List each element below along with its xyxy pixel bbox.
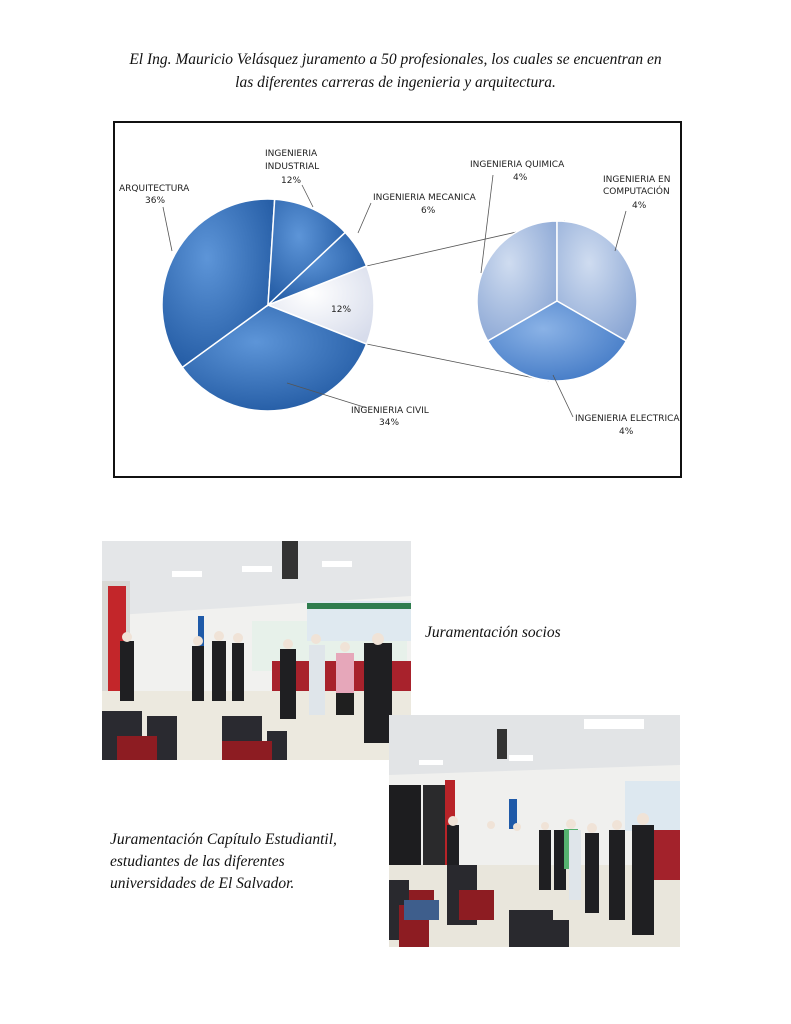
photo-1-image [102, 541, 411, 760]
label-industrial-1: INGENIERIA [265, 149, 318, 159]
label-mecanica: INGENIERIA MECANICA [373, 193, 476, 203]
label-computacion-2: COMPUTACIÓN [603, 187, 670, 197]
label-computacion-pct: 4% [632, 201, 647, 211]
leader-arquitectura [163, 207, 172, 251]
label-civil-pct: 34% [379, 418, 400, 428]
caption-juramentacion-capitulo [110, 829, 377, 895]
pie-chart [113, 121, 682, 478]
label-computacion-1: INGENIERIA EN [603, 175, 671, 185]
label-civil: INGENIERIA CIVIL [351, 406, 429, 416]
intro-line-2: las diferentes carreras de ingenieria y arquitectura. [235, 74, 556, 91]
label-industrial-pct: 12% [281, 176, 302, 186]
caption-capitulo-line-3: universidades de El Salvador. [110, 875, 295, 892]
label-mecanica-pct: 6% [421, 206, 436, 216]
label-electrica-pct: 4% [619, 427, 634, 437]
label-other-pct: 12% [331, 305, 352, 315]
leader-computacion [615, 211, 626, 251]
caption-capitulo-line-1: Juramentación Capítulo Estudiantil, [110, 831, 337, 848]
photo-2-image [389, 715, 680, 947]
photo-juramentacion-capitulo [389, 715, 680, 947]
label-quimica-pct: 4% [513, 173, 528, 183]
label-electrica: INGENIERIA ELECTRICA [575, 414, 680, 424]
label-arquitectura-pct: 36% [145, 196, 166, 206]
caption-juramentacion-socios: Juramentación socios [425, 624, 561, 641]
intro-paragraph [60, 48, 731, 94]
label-arquitectura: ARQUITECTURA [119, 184, 190, 194]
secondary-pie [477, 221, 637, 381]
leader-mecanica [358, 203, 371, 233]
caption-capitulo-line-2: estudiantes de las diferentes [110, 853, 285, 870]
label-industrial-2: INDUSTRIAL [265, 162, 320, 172]
intro-line-1: El Ing. Mauricio Velásquez juramento a 50 profesionales, los cuales se encuentran en [129, 51, 662, 68]
label-quimica: INGENIERIA QUIMICA [470, 160, 565, 170]
leader-industrial [302, 185, 313, 207]
pie-chart-svg [115, 123, 684, 480]
photo-juramentacion-socios [102, 541, 411, 760]
